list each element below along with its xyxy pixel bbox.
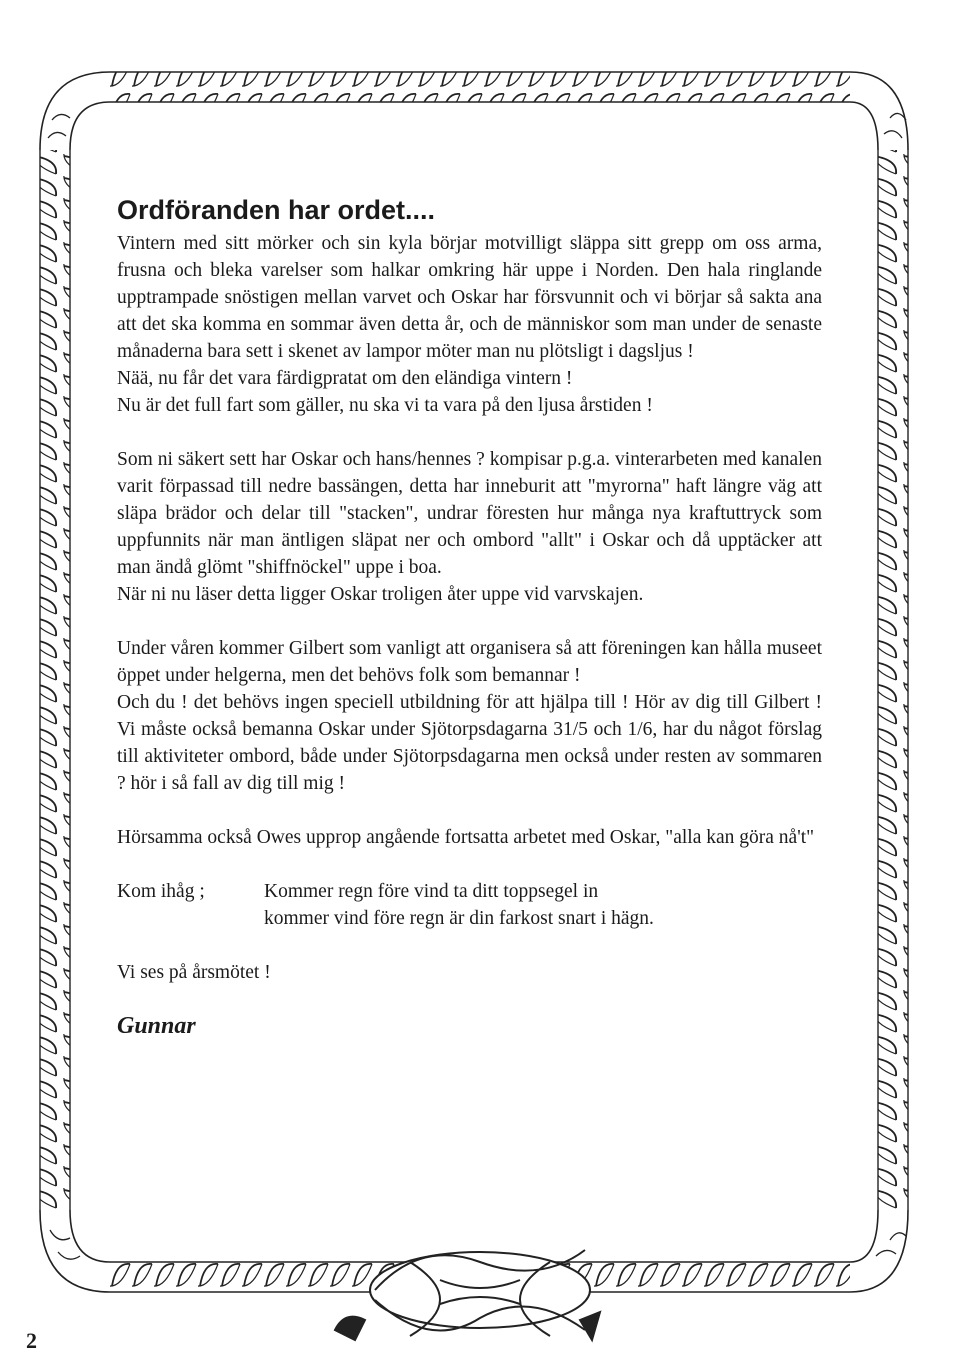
paragraph-oskar-return: När ni nu läser detta ligger Oskar troligen åter uppe vid varvskajen. [117, 584, 644, 605]
verse-line: kommer vind före regn är din farkost snart i hägn. [264, 908, 654, 929]
paragraph-owe: Hörsamma också Owes upprop angående fortsatta arbetet med Oskar, "alla kan göra nå't" [117, 827, 815, 848]
signature: Gunnar [117, 1013, 196, 1039]
page-title: Ordföranden har ordet.... [117, 195, 436, 225]
paragraph-winter: Vintern med sitt mörker och sin kyla börjar motvilligt släppa sitt grepp om oss arma, frusna och bleka varelser som halkar omkring här uppe i Norden. Den hala ringlande upptrampade snöstigen mellan varvet och Oskar har försvunnit och vi börjar så sakta ana att det ska komma en sommar även detta år, och de människor som man under de senaste månaderna bara sett i skenet av lampor möter man nu plötsligt i dagsljus ! [117, 233, 822, 362]
paragraph-full-speed: Nu är det full fart som gäller, nu ska vi ta vara på den ljusa årstiden ! [117, 395, 653, 416]
verse-line: Kommer regn före vind ta ditt toppsegel in [264, 881, 599, 902]
paragraph-winter-done: Nää, nu får det vara färdigpratat om den eländiga vintern ! [117, 368, 573, 389]
paragraph-museum: Under våren kommer Gilbert som vanligt att organisera så att föreningen kan hålla museet öppet under helgerna, men det behövs folk som bemannar ! [117, 638, 822, 686]
verse-lines [264, 878, 654, 932]
verse-block [117, 878, 822, 932]
paragraph-oskar: Som ni säkert sett har Oskar och hans/hennes ? kompisar p.g.a. vinterarbeten med kanalen varit förpassad till nedre bassängen, detta har inneburit att "myrorna" haft längre väg att släpa brädor och delar till "stacken", undrar föresten hur många nya kraftuttryck som uppfunnits när man äntligen släpat ner och ombord "allt" i Oskar och då upptäcker att man ändå glömt "shiffnöckel" uppe i boa. [117, 449, 822, 578]
paragraph-help: Och du ! det behövs ingen speciell utbildning för att hjälpa till ! Hör av dig till Gilbert ! Vi måste också bemanna Oskar under Sjötorpsdagarna 31/5 och 1/6, har du något förslag till aktiviteter ombord, både under Sjötorpsdagarna men också under resten av sommaren ? hör i så fall av dig till mig ! [117, 692, 822, 794]
closing-line: Vi ses på årsmötet ! [117, 962, 271, 983]
page-number: 2 [26, 1328, 37, 1353]
letter-body [117, 192, 822, 1040]
verse-label: Kom ihåg ; [117, 881, 205, 902]
